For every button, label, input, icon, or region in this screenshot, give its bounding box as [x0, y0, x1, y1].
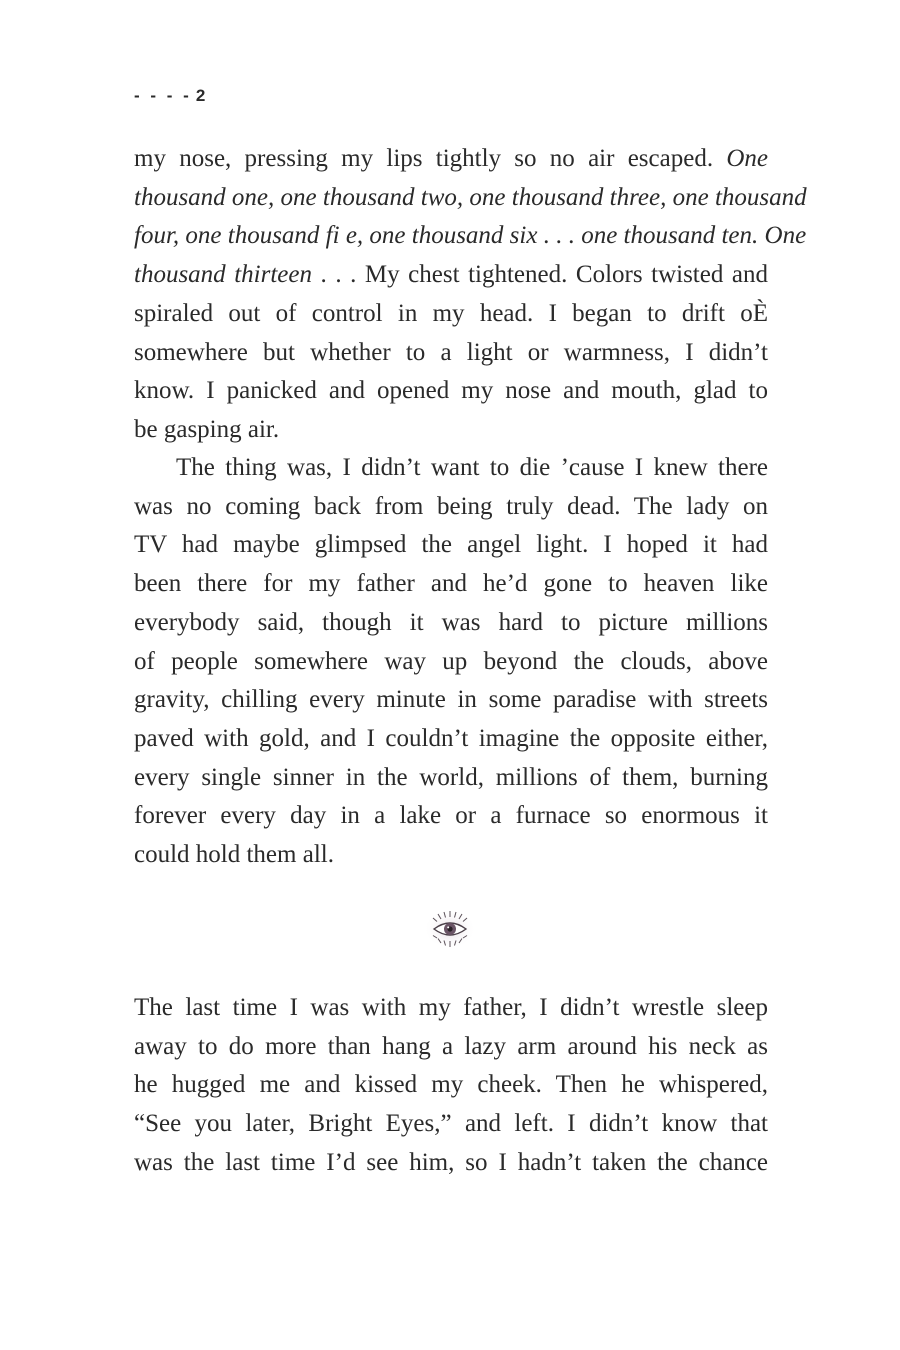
text-line: every single sinner in the world, millions of them, burning: [134, 763, 768, 791]
paragraph-1: [134, 140, 807, 450]
paragraph-2: [134, 449, 768, 875]
text-line: thousand one, one thousand two, one thousand three, one thousand: [134, 183, 807, 211]
text-line: could hold them all.: [134, 841, 334, 869]
text-line: four, one thousand fi e, one thousand six . . . one thousand ten. One: [134, 222, 807, 250]
text-line: of people somewhere way up beyond the clouds, above: [134, 647, 768, 675]
text-line: forever every day in a lake or a furnace so enormous it: [134, 802, 768, 830]
text-line: The last time I was with my father, I didn’t wrestle sleep: [134, 994, 768, 1021]
text-line: everybody said, though it was hard to picture millions: [134, 608, 768, 636]
text-line: know. I panicked and opened my nose and mouth, glad to: [134, 377, 768, 405]
page-header: [134, 86, 206, 106]
text-line: been there for my father and he’d gone to heaven like: [134, 570, 768, 598]
text-line: TV had maybe glimpsed the angel light. I hoped it had: [134, 531, 768, 559]
text-line: away to do more than hang a lazy arm around his neck as: [134, 1032, 768, 1060]
text-line: paved with gold, and I couldn’t imagine the opposite either,: [134, 724, 768, 752]
text-line: was no coming back from being truly dead. The lady on: [134, 492, 768, 520]
paragraph-3: [134, 989, 768, 1183]
eye-icon: [420, 905, 480, 953]
text-line: thousand thirteen . . . My chest tightened. Colors twisted and: [134, 261, 768, 289]
text-line: somewhere but whether to a light or warmness, I didn’t: [134, 338, 768, 366]
text-line: “See you later, Bright Eyes,” and left. I didn’t know that: [134, 1110, 768, 1138]
text-line: my nose, pressing my lips tightly so no air escaped. One: [134, 145, 768, 172]
text-line: gravity, chilling every minute in some paradise with streets: [134, 686, 768, 714]
text-line: be gasping air.: [134, 415, 280, 443]
text-line: spiraled out of control in my head. I began to drift oÈ: [134, 299, 768, 327]
header-dashes: - - - -: [134, 86, 192, 105]
text-line: The thing was, I didn’t want to die ’cause I knew there: [176, 454, 768, 481]
text-line: was the last time I’d see him, so I hadn’t taken the chance: [134, 1148, 768, 1176]
text-line: he hugged me and kissed my cheek. Then he whispered,: [134, 1071, 768, 1099]
page-number: 2: [195, 86, 207, 105]
